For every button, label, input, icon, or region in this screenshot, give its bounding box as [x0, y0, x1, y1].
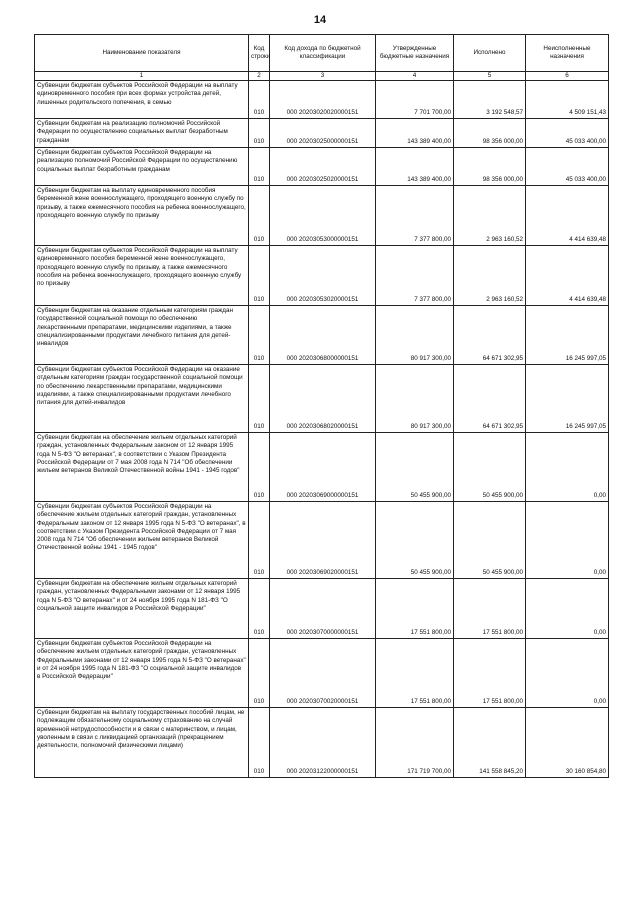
column-number: 4 — [376, 72, 454, 81]
indicator-name: Субвенции бюджетам на выплату единовременного пособия беременной жене военнослужащего, проходящего военную службу по призыву, а также ежемесячного пособия на ребенка военнослужащего, проходящего военную службу по призыву — [35, 186, 249, 246]
column-number-row — [35, 72, 609, 81]
indicator-name: Субвенции бюджетам субъектов Российской Федерации на выплату единовременного пособия беременной жене военнослужащего, проходящего военную службу по призыву, а также ежемесячного пособия на ребенка военнослужащего, проходящего военную службу по призыву — [35, 246, 249, 306]
unexecuted-amount: 45 033 400,00 — [526, 148, 609, 186]
approved-amount: 143 389 400,00 — [376, 148, 454, 186]
line-code: 010 — [249, 119, 270, 148]
unexecuted-amount: 0,00 — [526, 502, 609, 579]
column-number: 3 — [270, 72, 376, 81]
approved-amount: 50 455 900,00 — [376, 433, 454, 502]
table-row — [35, 148, 609, 186]
indicator-name: Субвенции бюджетам субъектов Российской Федерации на оказание отдельным категориям граждан государственной социальной помощи по обеспечению лекарственными препаратами, медицинскими изделиями, а также специализированными продуктами лечебного питания для детей-инвалидов — [35, 365, 249, 433]
income-code: 000 20203020020000151 — [270, 81, 376, 119]
line-code: 010 — [249, 579, 270, 639]
unexecuted-amount: 4 414 639,48 — [526, 186, 609, 246]
approved-amount: 7 701 700,00 — [376, 81, 454, 119]
income-code: 000 20203025020000151 — [270, 148, 376, 186]
income-code: 000 20203068000000151 — [270, 306, 376, 365]
income-code: 000 20203068020000151 — [270, 365, 376, 433]
approved-amount: 17 551 800,00 — [376, 639, 454, 708]
income-code: 000 20203069020000151 — [270, 502, 376, 579]
income-code: 000 20203070020000151 — [270, 639, 376, 708]
income-code: 000 20203069000000151 — [270, 433, 376, 502]
unexecuted-amount: 0,00 — [526, 579, 609, 639]
header-row — [35, 35, 609, 72]
line-code: 010 — [249, 433, 270, 502]
line-code: 010 — [249, 306, 270, 365]
indicator-name: Субвенции бюджетам на обеспечение жильем отдельных категорий граждан, установленных Федеральным законом от 12 января 1995 года N 5-ФЗ "О ветеранах", в соответствии с Указом Президента Российской Федерации от 7 мая 2008 года N 714 "Об обеспечении жильем ветеранов Великой Отечественной войны 1941 - 1945 годов" — [35, 433, 249, 502]
income-code: 000 20203053020000151 — [270, 246, 376, 306]
page-number: 14 — [313, 14, 327, 26]
header-name: Наименование показателя — [35, 35, 249, 72]
indicator-name: Субвенции бюджетам на выплату государственных пособий лицам, не подлежащим обязательному социальному страхованию на случай временной нетрудоспособности и в связи с материнством, и лицам, уволенным в связи с ликвидацией организаций (прекращением деятельности, полномочий физическими лицами) — [35, 708, 249, 778]
executed-amount: 98 356 000,00 — [454, 148, 526, 186]
table-row — [35, 365, 609, 433]
column-number: 6 — [526, 72, 609, 81]
approved-amount: 171 719 700,00 — [376, 708, 454, 778]
approved-amount: 17 551 800,00 — [376, 579, 454, 639]
executed-amount: 64 671 302,95 — [454, 306, 526, 365]
table-row — [35, 306, 609, 365]
column-number: 5 — [454, 72, 526, 81]
approved-amount: 143 389 400,00 — [376, 119, 454, 148]
table-row — [35, 502, 609, 579]
income-code: 000 20203070000000151 — [270, 579, 376, 639]
unexecuted-amount: 30 160 854,80 — [526, 708, 609, 778]
approved-amount: 50 455 900,00 — [376, 502, 454, 579]
indicator-name: Субвенции бюджетам субъектов Российской Федерации на реализацию полномочий Российской Федерации по осуществлению социальных выплат безработным гражданам — [35, 148, 249, 186]
indicator-name: Субвенции бюджетам субъектов Российской Федерации на обеспечение жильем отдельных категорий граждан, установленных Федеральным законом от 12 января 1995 года N 5-ФЗ "О ветеранах", в соответствии с Указом Президента Российской Федерации от 7 мая 2008 года N 714 "Об обеспечении жильем ветеранов Великой Отечественной войны 1941 - 1945 годов" — [35, 502, 249, 579]
table-row — [35, 246, 609, 306]
column-number: 2 — [249, 72, 270, 81]
line-code: 010 — [249, 639, 270, 708]
indicator-name: Субвенции бюджетам на обеспечение жильем отдельных категорий граждан, установленных Федеральными законами от 12 января 1995 года N 5-ФЗ "О ветеранах" и от 24 ноября 1995 года N 181-ФЗ "О социальной защите инвалидов в Российской Федерации" — [35, 579, 249, 639]
table-row — [35, 119, 609, 148]
income-code: 000 20203053000000151 — [270, 186, 376, 246]
header-line-code: Код строки — [249, 35, 270, 72]
budget-execution-table — [34, 34, 609, 778]
unexecuted-amount: 16 245 997,05 — [526, 306, 609, 365]
line-code: 010 — [249, 246, 270, 306]
executed-amount: 64 671 302,95 — [454, 365, 526, 433]
table-row — [35, 579, 609, 639]
unexecuted-amount: 4 414 639,48 — [526, 246, 609, 306]
executed-amount: 2 963 160,52 — [454, 246, 526, 306]
approved-amount: 80 917 300,00 — [376, 365, 454, 433]
indicator-name: Субвенции бюджетам на реализацию полномочий Российской Федерации по осуществлению социальных выплат безработным гражданам — [35, 119, 249, 148]
executed-amount: 98 356 000,00 — [454, 119, 526, 148]
unexecuted-amount: 4 509 151,43 — [526, 81, 609, 119]
executed-amount: 141 558 845,20 — [454, 708, 526, 778]
approved-amount: 80 917 300,00 — [376, 306, 454, 365]
executed-amount: 17 551 800,00 — [454, 579, 526, 639]
table-row — [35, 708, 609, 778]
indicator-name: Субвенции бюджетам субъектов Российской Федерации на обеспечение жильем отдельных категорий граждан, установленных Федеральными законами от 12 января 1995 года N 5-ФЗ "О ветеранах" и от 24 ноября 1995 года N 181-ФЗ "О социальной защите инвалидов в Российской Федерации" — [35, 639, 249, 708]
approved-amount: 7 377 800,00 — [376, 186, 454, 246]
executed-amount: 2 963 160,52 — [454, 186, 526, 246]
indicator-name: Субвенции бюджетам субъектов Российской Федерации на выплату единовременного пособия при всех формах устройства детей, лишенных родительского попечения, в семью — [35, 81, 249, 119]
income-code: 000 20203122000000151 — [270, 708, 376, 778]
header-income-code: Код дохода по бюджетной классификации — [270, 35, 376, 72]
indicator-name: Субвенции бюджетам на оказание отдельным категориям граждан государственной социальной помощи по обеспечению лекарственными препаратами, медицинскими изделиями, а также специализированными продуктами лечебного питания для детей-инвалидов — [35, 306, 249, 365]
table-row — [35, 639, 609, 708]
line-code: 010 — [249, 365, 270, 433]
table-row — [35, 81, 609, 119]
header-unexecuted: Неисполненные назначения — [526, 35, 609, 72]
approved-amount: 7 377 800,00 — [376, 246, 454, 306]
table-row — [35, 433, 609, 502]
executed-amount: 50 455 900,00 — [454, 433, 526, 502]
unexecuted-amount: 0,00 — [526, 433, 609, 502]
executed-amount: 3 192 548,57 — [454, 81, 526, 119]
income-code: 000 20203025000000151 — [270, 119, 376, 148]
line-code: 010 — [249, 186, 270, 246]
unexecuted-amount: 45 033 400,00 — [526, 119, 609, 148]
executed-amount: 50 455 900,00 — [454, 502, 526, 579]
header-approved: Утвержденные бюджетные назначения — [376, 35, 454, 72]
line-code: 010 — [249, 148, 270, 186]
line-code: 010 — [249, 81, 270, 119]
line-code: 010 — [249, 708, 270, 778]
executed-amount: 17 551 800,00 — [454, 639, 526, 708]
header-executed: Исполнено — [454, 35, 526, 72]
line-code: 010 — [249, 502, 270, 579]
table-row — [35, 186, 609, 246]
unexecuted-amount: 0,00 — [526, 639, 609, 708]
column-number: 1 — [35, 72, 249, 81]
unexecuted-amount: 16 245 997,05 — [526, 365, 609, 433]
